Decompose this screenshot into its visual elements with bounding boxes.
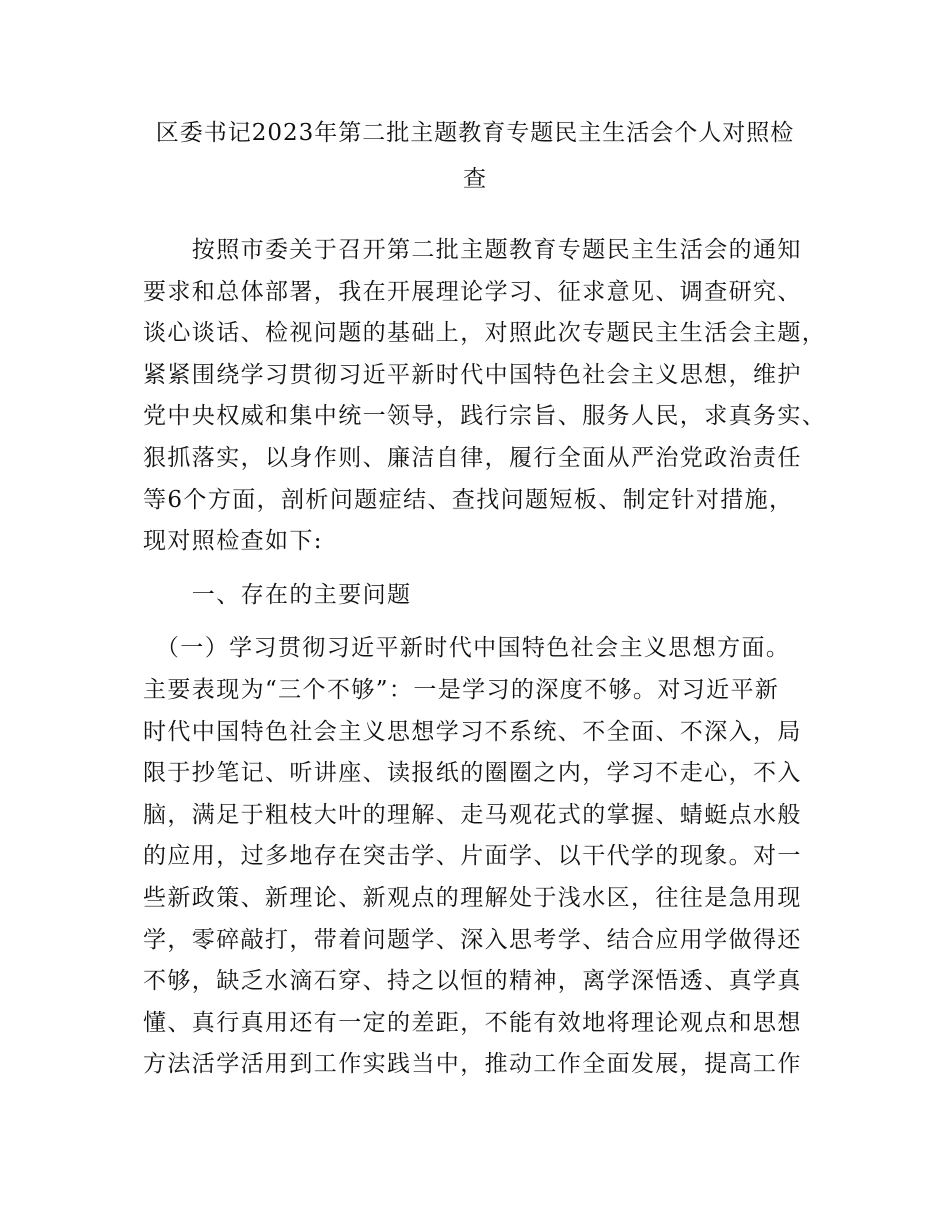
text-line: 现对照检查如下: bbox=[143, 528, 323, 555]
text-line: 不够，缺乏水滴石穿、持之以恒的精神，离学深悟透、真学真 bbox=[143, 968, 802, 995]
paragraph-gap bbox=[143, 563, 833, 575]
text-line: 学，零碎敲打，带着问题学、深入思考学、结合应用学做得还 bbox=[143, 926, 802, 953]
text-line: 主要表现为“三个不够”：一是学习的深度不够。对习近平新 bbox=[143, 676, 780, 703]
text-line: 时代中国特色社会主义思想学习不系统、不全面、不深入，局 bbox=[143, 718, 802, 745]
text-line: （一）学习贯彻习近平新时代中国特色社会主义思想方面。 bbox=[143, 635, 791, 662]
text-line: 要求和总体部署，我在开展理论学习、征求意见、调查研究、 bbox=[143, 278, 802, 305]
text-line: 些新政策、新理论、新观点的理解处于浅水区，往往是急用现 bbox=[143, 884, 802, 911]
text-line: 的应用，过多地存在突击学、片面学、以干代学的现象。对一 bbox=[143, 843, 802, 870]
document-body bbox=[143, 230, 833, 1086]
paragraph-gap bbox=[143, 616, 833, 628]
text-line: 懂、真行真用还有一定的差距，不能有效地将理论观点和思想 bbox=[143, 1009, 802, 1036]
text-line: 党中央权威和集中统一领导，践行宗旨、服务人民，求真务实、 bbox=[143, 403, 827, 430]
document-title bbox=[140, 110, 810, 202]
title-line: 区委书记2023年第二批主题教育专题民主生活会个人对照检 bbox=[155, 120, 795, 146]
text-line: 狠抓落实，以身作则、廉洁自律，履行全面从严治党政治责任 bbox=[143, 444, 802, 471]
text-line: 脑，满足于粗枝大叶的理解、走马观花式的掌握、蜻蜓点水般 bbox=[143, 801, 802, 828]
text-line: 谈心谈话、检视问题的基础上，对照此次专题民主生活会主题， bbox=[143, 320, 827, 347]
section-heading: 一、存在的主要问题 bbox=[143, 581, 412, 608]
text-line: 紧紧围绕学习贯彻习近平新时代中国特色社会主义思想，维护 bbox=[143, 361, 802, 388]
text-line: 限于抄笔记、听讲座、读报纸的圈圈之内，学习不走心，不入 bbox=[143, 760, 802, 787]
text-line: 等6个方面，剖析问题症结、查找问题短板、制定针对措施， bbox=[143, 486, 794, 513]
text-line: 方法活学活用到工作实践当中，推动工作全面发展，提高工作 bbox=[143, 1051, 802, 1078]
title-line: 查 bbox=[463, 166, 487, 192]
text-line: 按照市委关于召开第二批主题教育专题民主生活会的通知 bbox=[143, 237, 802, 263]
